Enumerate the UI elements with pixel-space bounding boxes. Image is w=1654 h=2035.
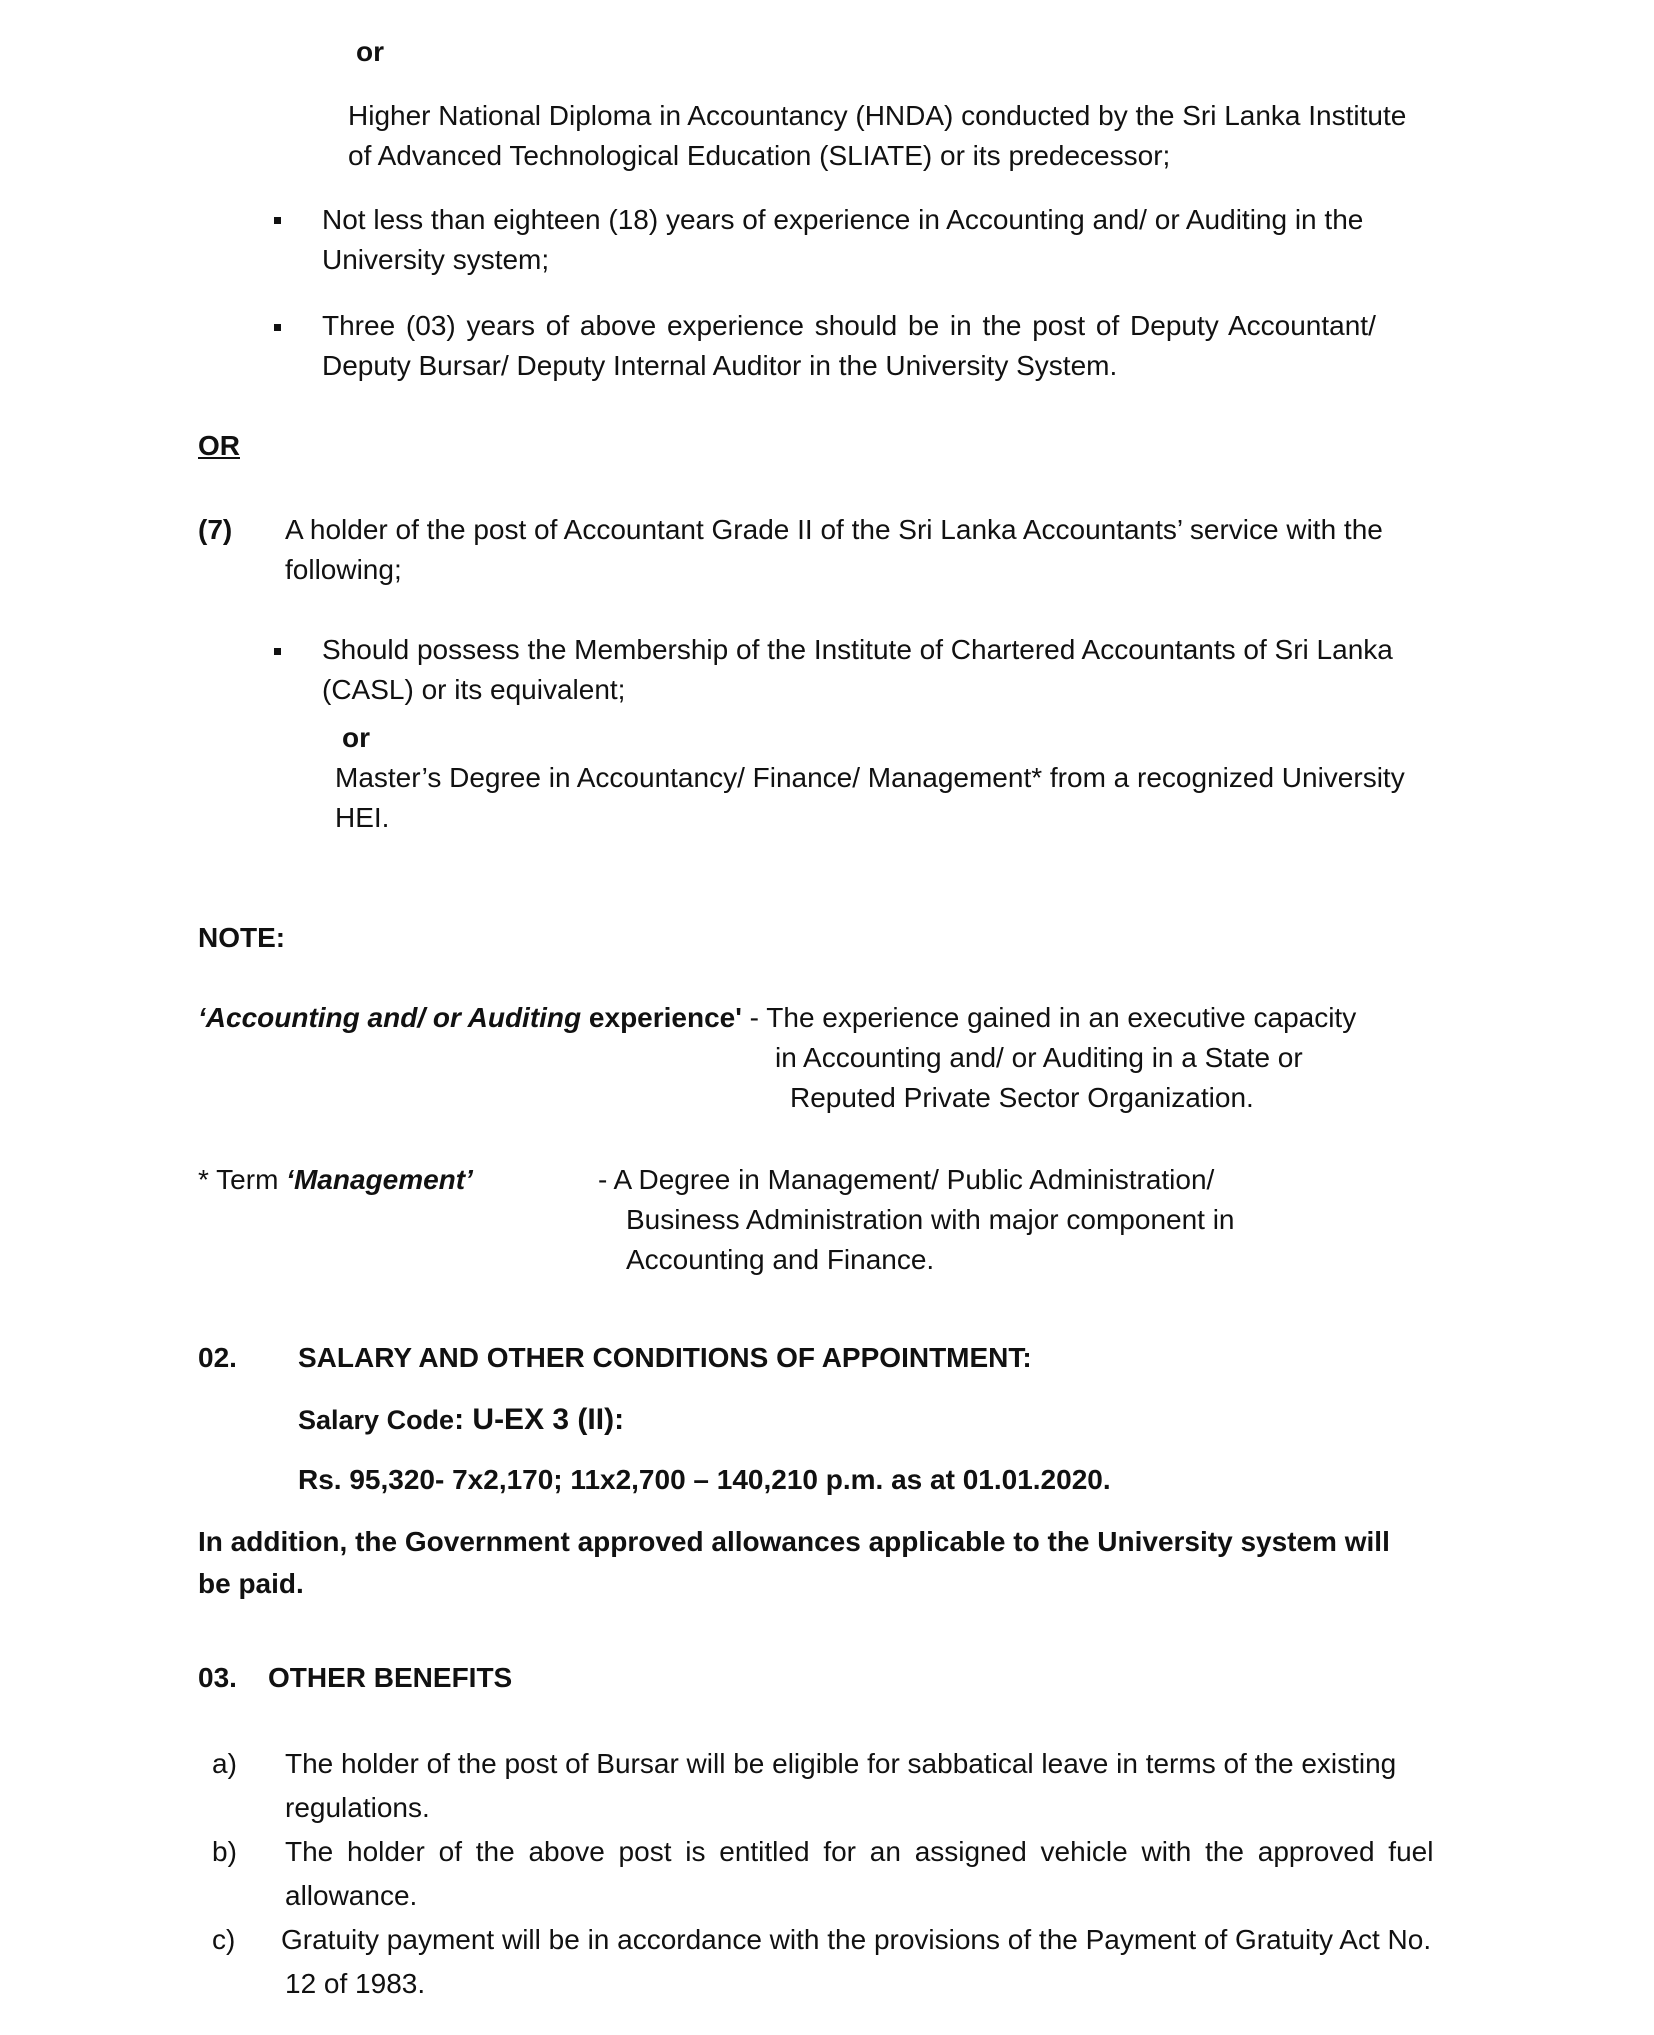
bullet-square-icon [274,217,281,224]
or-label-top: or [356,36,384,67]
experience-definition-text: - The experience gained in an executive capacity [741,1002,1357,1033]
allowance-line-1: In addition, the Government approved allowances applicable to the University system will [198,1526,1390,1557]
bullet-post-line-1: Three (03) years of above experience should be in the post of Deputy Accountant/ [322,310,1376,341]
benefit-b-line-1: The holder of the above post is entitled for an assigned vehicle with the approved fuel [285,1836,1434,1867]
experience-term-suffix: experience' [581,1002,742,1033]
benefit-c-label: c) [212,1924,236,1955]
benefit-c-line-1: Gratuity payment will be in accordance with the provisions of the Payment of Gratuity Act No. [281,1924,1432,1955]
benefit-c-line-2: 12 of 1983. [285,1968,426,1999]
management-term-label [198,1160,473,1200]
management-definition-line-1: - A Degree in Management/ Public Administration/ [598,1164,1215,1195]
benefit-a-line-2: regulations. [285,1792,430,1823]
bullet-experience-line-2: University system; [322,244,550,275]
or-label-item-7: or [342,722,370,753]
bullet-square-icon [274,324,281,331]
or-heading: OR [198,430,240,461]
experience-definition-line-2: in Accounting and/ or Auditing in a State or [775,1042,1303,1073]
salary-scale: Rs. 95,320- 7x2,170; 11x2,700 – 140,210 p.m. as at 01.01.2020. [298,1464,1111,1495]
item-7-number: (7) [198,514,233,545]
benefit-a-label: a) [212,1748,237,1779]
allowance-line-2: be paid. [198,1568,304,1599]
masters-line-1: Master’s Degree in Accountancy/ Finance/ Management* from a recognized University [335,762,1405,793]
experience-term: ‘Accounting and/ or Auditing [198,1002,582,1033]
experience-definition-line-1 [198,998,1356,1038]
note-heading: NOTE: [198,922,286,953]
benefit-b-line-2: allowance. [285,1880,418,1911]
management-definition-line-2: Business Administration with major component in [626,1204,1235,1235]
item-7-line-2: following; [285,554,402,585]
benefit-b-label: b) [212,1836,237,1867]
salary-code [298,1400,624,1440]
section-03-number: 03. [198,1662,237,1693]
management-prefix: * Term [198,1164,287,1195]
section-03-heading: OTHER BENEFITS [268,1662,513,1693]
hnda-line-2: of Advanced Technological Education (SLIATE) or its predecessor; [348,140,1171,171]
bullet-square-icon [274,648,281,655]
salary-code-label: Salary Code [298,1405,455,1435]
bullet-membership-line-2: (CASL) or its equivalent; [322,674,626,705]
bullet-experience-line-1: Not less than eighteen (18) years of experience in Accounting and/ or Auditing in the [322,204,1364,235]
salary-code-value: : U-EX 3 (II): [454,1403,625,1436]
benefit-a-line-1: The holder of the post of Bursar will be eligible for sabbatical leave in terms of the existing [285,1748,1397,1779]
masters-line-2: HEI. [335,802,390,833]
item-7-line-1: A holder of the post of Accountant Grade II of the Sri Lanka Accountants’ service with the [285,514,1383,545]
experience-definition-line-3: Reputed Private Sector Organization. [790,1082,1254,1113]
bullet-membership-line-1: Should possess the Membership of the Institute of Chartered Accountants of Sri Lanka [322,634,1393,665]
management-term: ‘Management’ [286,1164,473,1195]
management-definition-line-3: Accounting and Finance. [626,1244,935,1275]
section-02-number: 02. [198,1342,237,1373]
section-02-heading: SALARY AND OTHER CONDITIONS OF APPOINTMENT: [298,1342,1032,1373]
hnda-line-1: Higher National Diploma in Accountancy (HNDA) conducted by the Sri Lanka Institute [348,100,1407,131]
bullet-post-line-2: Deputy Bursar/ Deputy Internal Auditor in the University System. [322,350,1118,381]
